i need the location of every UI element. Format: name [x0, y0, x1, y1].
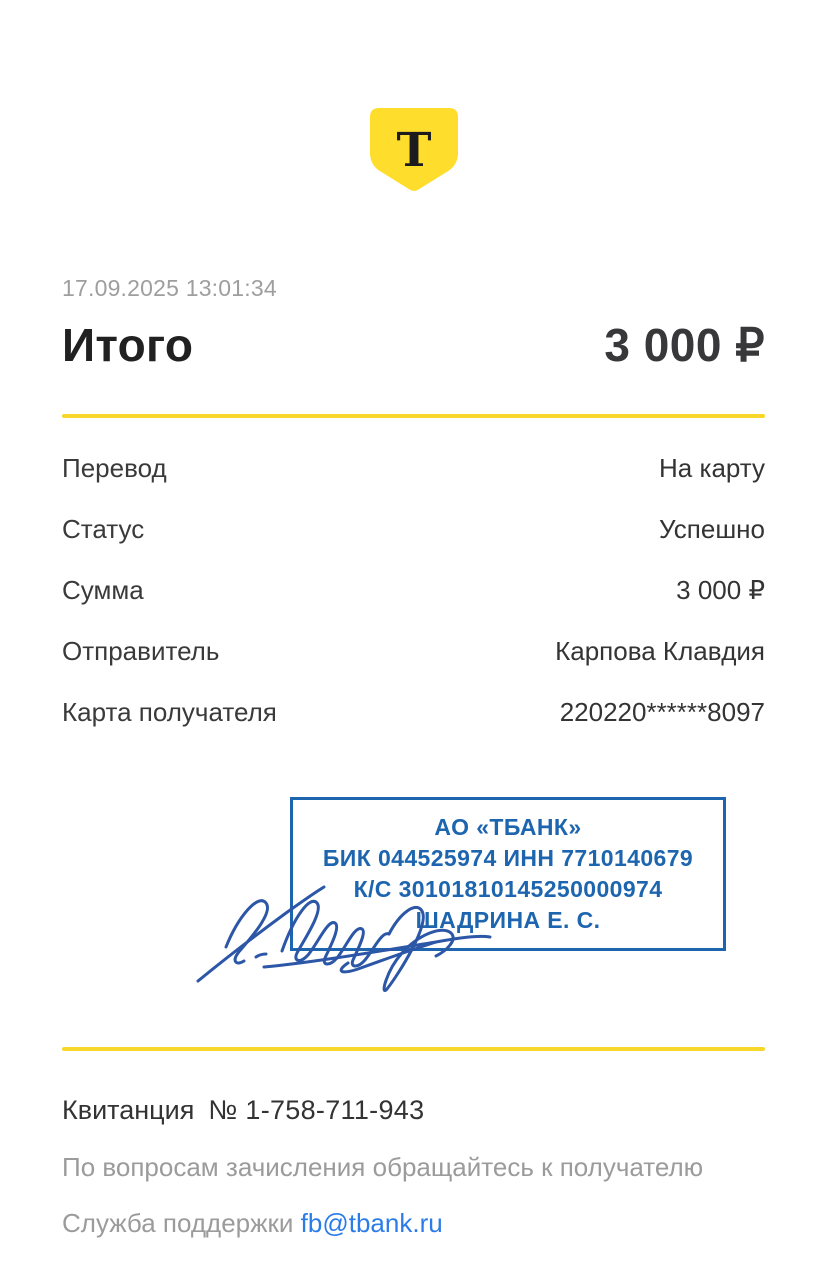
total-title: Итого — [62, 319, 194, 371]
detail-label: Перевод — [62, 453, 167, 483]
total-row — [62, 318, 765, 372]
detail-row-amount — [62, 560, 765, 621]
receipt-number-value: № 1-758-711-943 — [208, 1095, 425, 1125]
tbank-letter: T — [396, 123, 431, 178]
detail-row-transfer-type — [62, 438, 765, 499]
stamp-bank-name: АО «ТБАНК» — [434, 814, 582, 840]
total-amount: 3 000 ₽ — [604, 319, 765, 371]
support-label: Служба поддержки — [62, 1208, 294, 1238]
logo-container — [62, 0, 765, 197]
detail-label: Отправитель — [62, 636, 220, 666]
stamp-area — [62, 795, 765, 1047]
support-email-link[interactable]: fb@tbank.ru — [300, 1208, 443, 1238]
divider-bottom — [62, 1047, 765, 1051]
stamp-signer-name: ШАДРИНА Е. С. — [415, 907, 601, 933]
detail-label: Статус — [62, 514, 145, 544]
detail-row-recipient-card — [62, 682, 765, 743]
footer-note: По вопросам зачисления обращайтесь к получателю — [62, 1152, 704, 1182]
tbank-shield-icon — [370, 108, 458, 192]
receipt-datetime: 17.09.2025 13:01:34 — [62, 275, 277, 301]
detail-row-status — [62, 499, 765, 560]
detail-value: 220220******8097 — [559, 697, 765, 727]
receipt-number-label: Квитанция — [62, 1095, 195, 1125]
details-list — [62, 418, 765, 743]
bank-stamp — [290, 797, 726, 951]
detail-value: На карту — [659, 453, 765, 483]
detail-value: 3 000 ₽ — [676, 575, 765, 605]
detail-label: Карта получателя — [62, 697, 277, 727]
stamp-bik-inn: БИК 044525974 ИНН 7710140679 — [322, 845, 694, 871]
stamp-corr-account: К/С 30101810145250000974 — [353, 876, 663, 902]
support-row — [62, 1208, 765, 1239]
detail-row-sender — [62, 621, 765, 682]
detail-value: Успешно — [659, 514, 765, 544]
detail-label: Сумма — [62, 575, 144, 605]
receipt-number-row — [62, 1095, 765, 1126]
detail-value: Карпова Клавдия — [555, 636, 765, 666]
